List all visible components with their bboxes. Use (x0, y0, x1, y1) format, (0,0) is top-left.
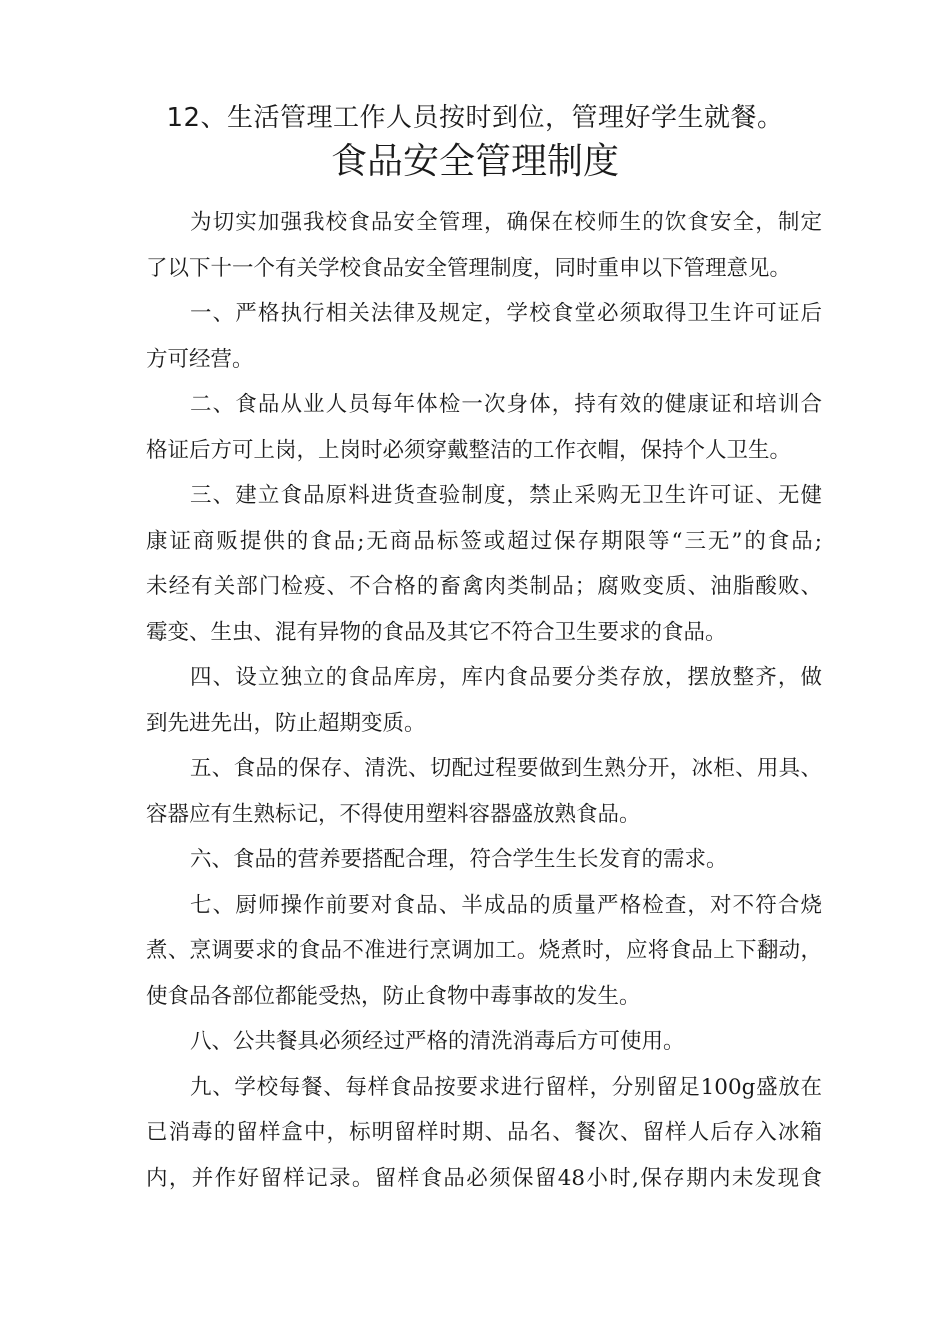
body-line: 容器应有生熟标记，不得使用塑料容器盛放熟食品。 (146, 801, 641, 827)
body-line: 使食品各部位都能受热，防止食物中毒事故的发生。 (146, 983, 641, 1009)
body-line: 康证商贩提供的食品;无商品标签或超过保存期限等“三无”的食品; (146, 528, 822, 554)
body-line: 到先进先出，防止超期变质。 (146, 710, 426, 736)
body-line: 内，并作好留样记录。留样食品必须保留48小时,保存期内未发现食 (146, 1165, 822, 1191)
body-line: 七、厨师操作前要对食品、半成品的质量严格检查，对不符合烧 (190, 892, 822, 918)
body-line: 四、设立独立的食品库房，库内食品要分类存放，摆放整齐，做 (190, 665, 822, 690)
body-line: 了以下十一个有关学校食品安全管理制度，同时重申以下管理意见。 (146, 255, 792, 281)
body-line: 为切实加强我校食品安全管理，确保在校师生的饮食安全，制定 (190, 210, 822, 235)
body-line: 三、建立食品原料进货查验制度，禁止采购无卫生许可证、无健 (190, 483, 822, 508)
body-line: 八、公共餐具必须经过严格的清洗消毒后方可使用。 (190, 1029, 685, 1054)
body-line: 一、严格执行相关法律及规定，学校食堂必须取得卫生许可证后 (190, 301, 822, 326)
body-line: 方可经营。 (146, 346, 254, 372)
body-line: 未经有关部门检疫、不合格的畜禽肉类制品；腐败变质、油脂酸败、 (146, 574, 822, 599)
body-line: 九、学校每餐、每样食品按要求进行留样，分别留足100g盛放在 (190, 1074, 822, 1100)
body-line: 六、食品的营养要搭配合理，符合学生生长发育的需求。 (190, 847, 728, 872)
rule-item-12: 12、生活管理工作人员按时到位，管理好学生就餐。 (166, 103, 784, 133)
body-line: 五、食品的保存、清洗、切配过程要做到生熟分开，冰柜、用具、 (190, 756, 822, 781)
document-body (146, 200, 822, 1201)
body-line: 煮、烹调要求的食品不准进行烹调加工。烧煮时，应将食品上下翻动， (146, 938, 822, 963)
body-line: 二、食品从业人员每年体检一次身体，持有效的健康证和培训合 (190, 392, 822, 417)
body-line: 霉变、生虫、混有异物的食品及其它不符合卫生要求的食品。 (146, 619, 727, 645)
body-line: 已消毒的留样盒中，标明留样时期、品名、餐次、留样人后存入冰箱 (146, 1120, 822, 1145)
document-title: 食品安全管理制度 (330, 141, 619, 182)
body-line: 格证后方可上岗，上岗时必须穿戴整洁的工作衣帽，保持个人卫生。 (146, 437, 792, 463)
